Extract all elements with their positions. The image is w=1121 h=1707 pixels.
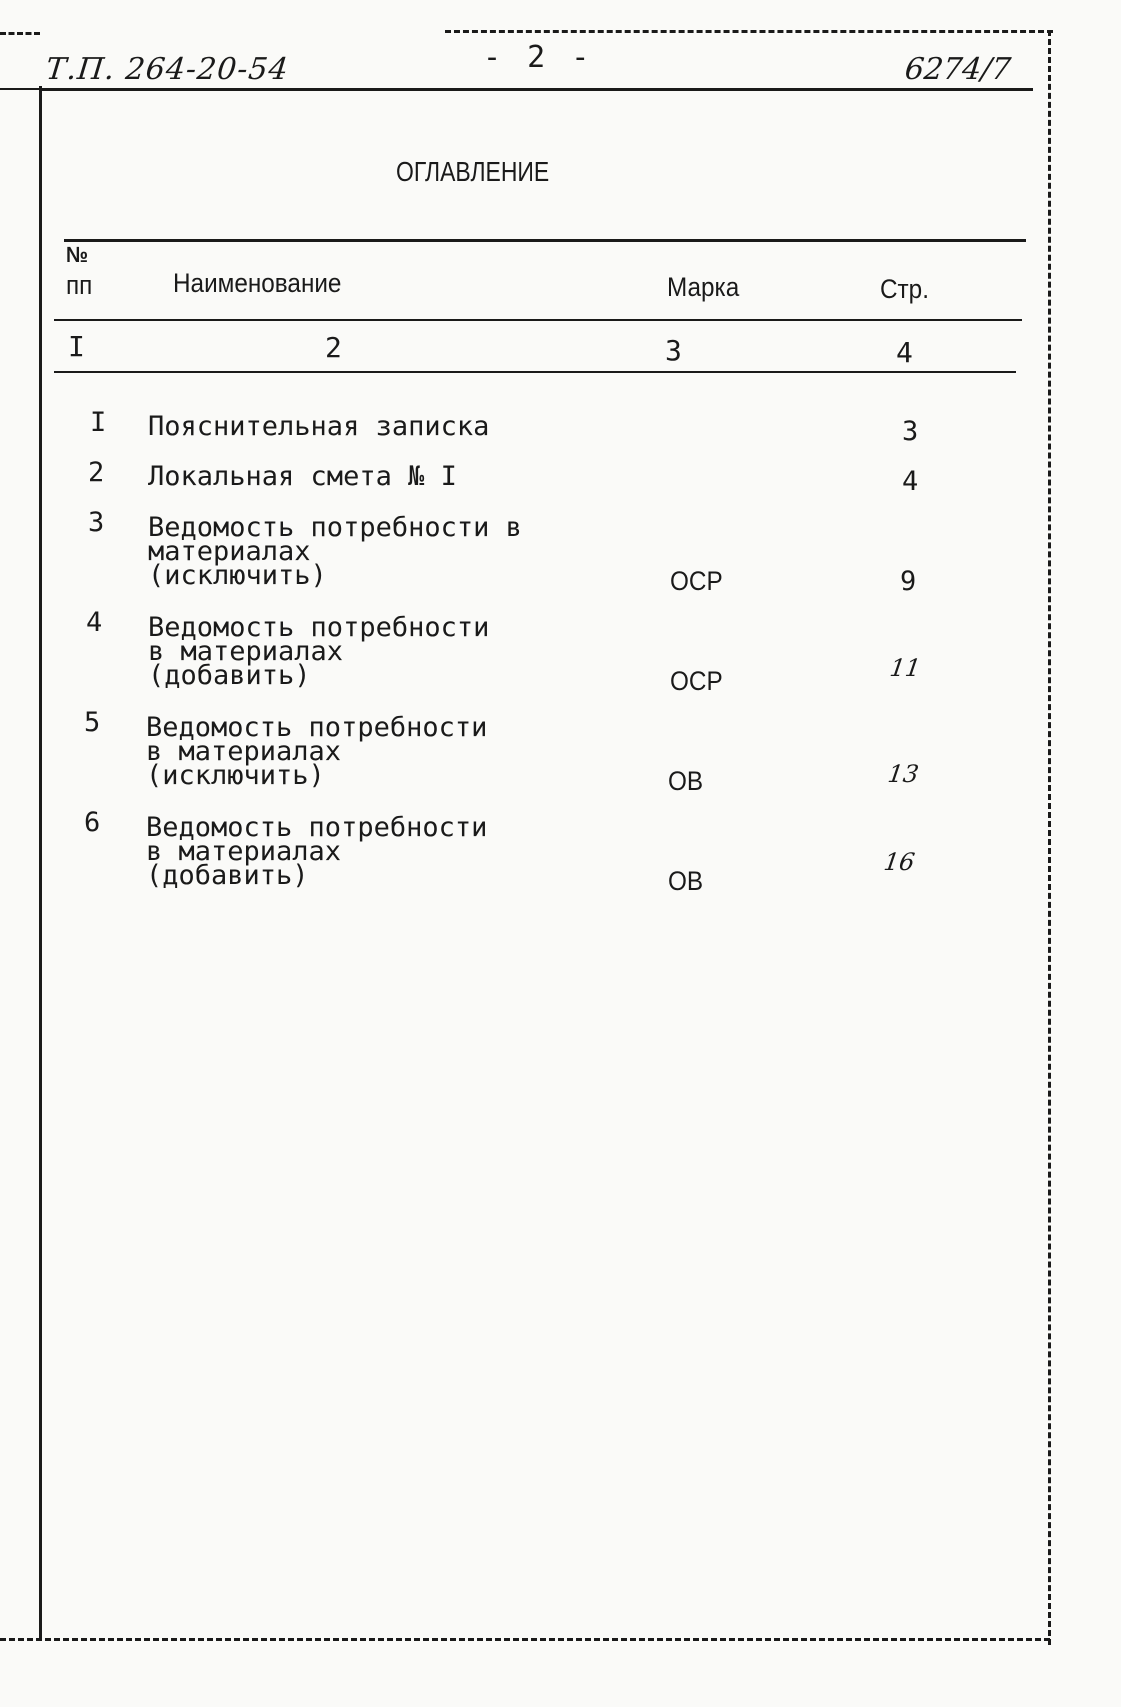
column-header-number: пп [66,270,93,300]
column-number-1: I [68,330,85,363]
table-top-rule [64,239,1026,242]
row-5-name: Ведомость потребности в материалах (исключить) [146,712,488,791]
frame-left-line [39,86,42,1641]
frame-top-line [41,88,1033,91]
row-1-number: I [90,407,107,438]
row-4-name: Ведомость потребности в материалах (добавить) [148,612,490,691]
column-header-page: Стр. [880,274,929,304]
frame-bottom-dashed-line [0,1638,1050,1641]
row-1-page: 3 [902,416,919,447]
table-numbers-rule [54,371,1016,373]
column-header-number-sign: № [66,242,89,267]
column-header-name: Наименование [173,268,342,298]
row-5-number: 5 [84,707,101,738]
row-1-name: Пояснительная записка [148,411,490,442]
frame-top-left-dashed-line [0,32,40,35]
row-3-page: 9 [900,566,917,597]
row-4-page: 11 [888,654,923,682]
frame-top-dashed-line [445,30,1053,33]
row-3-name: Ведомость потребности в материалах (исключить) [148,512,522,591]
column-number-4: 4 [896,336,913,369]
column-header-mark: Марка [667,272,740,302]
row-2-page: 4 [902,466,919,497]
row-6-name: Ведомость потребности в материалах (добавить) [146,812,488,891]
row-6-page: 16 [882,848,917,876]
row-6-number: 6 [84,807,101,838]
frame-left-stub-line [0,88,40,90]
column-number-3: 3 [665,334,682,367]
column-number-2: 2 [325,331,342,364]
row-4-mark: ОСР [670,666,723,696]
row-6-mark: ОВ [668,866,704,896]
page-number: - 2 - [483,40,594,75]
row-2-number: 2 [88,457,105,488]
frame-right-dashed-line [1048,30,1051,1645]
table-header-rule [54,319,1022,321]
row-3-mark: ОСР [670,566,723,596]
row-2-name: Локальная смета № I [148,461,457,492]
sheet-number: 6274/7 [903,52,1013,87]
row-3-number: 3 [88,507,105,538]
row-5-mark: ОВ [668,766,704,796]
row-5-page: 13 [886,760,921,788]
document-code: Т.П. 264-20-54 [44,52,291,87]
row-4-number: 4 [86,607,103,638]
page-title: ОГЛАВЛЕНИЕ [396,156,550,187]
